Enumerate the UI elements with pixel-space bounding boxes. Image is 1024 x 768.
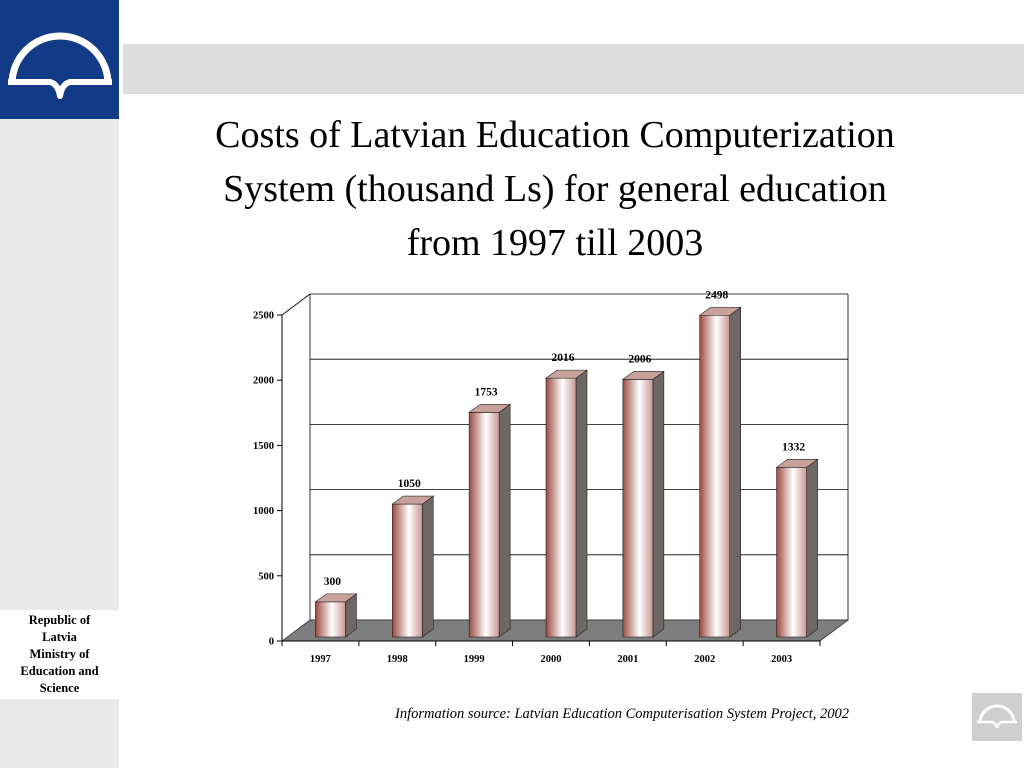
ministry-line: Ministry of [29, 647, 90, 661]
y-tick-label: 0 [268, 636, 274, 648]
data-label: 2498 [705, 289, 729, 302]
ministry-line: Education and [20, 664, 99, 678]
x-tick-label: 1997 [309, 654, 331, 665]
ministry-line: Science [39, 681, 80, 695]
ministry-logo [0, 0, 119, 119]
data-label: 1753 [474, 386, 498, 399]
x-tick-label: 2000 [540, 654, 562, 665]
x-tick-label: 1998 [386, 654, 408, 665]
y-tick-label: 2000 [253, 375, 274, 387]
bar [315, 602, 345, 637]
page-title [130, 108, 980, 270]
y-tick-label: 2500 [253, 310, 274, 322]
bar [700, 315, 730, 637]
open-book-icon [0, 0, 119, 119]
source-note: Information source: Latvian Education Computerisation System Project, 2002 [395, 706, 850, 722]
x-tick-label: 2001 [617, 654, 639, 665]
x-tick-label: 1999 [463, 654, 485, 665]
y-tick-label: 500 [258, 571, 274, 583]
ministry-label [0, 610, 119, 699]
open-book-icon [972, 693, 1022, 741]
bar [546, 378, 576, 637]
bar [777, 467, 807, 637]
bar [392, 504, 422, 637]
small-logo [972, 693, 1022, 741]
y-tick-label: 1500 [253, 440, 274, 452]
bar-side [730, 307, 741, 637]
ministry-line: Latvia [42, 630, 77, 644]
ministry-line: Republic of [28, 613, 91, 627]
title-line: from 1997 till 2003 [406, 222, 704, 264]
bar-chart [240, 280, 860, 670]
header-band [123, 44, 1024, 94]
data-label: 1332 [782, 441, 806, 454]
x-tick-label: 2002 [694, 654, 716, 665]
data-label: 2016 [551, 352, 575, 365]
bar-side [807, 459, 818, 637]
bar-side [422, 496, 433, 637]
data-label: 1050 [397, 478, 421, 491]
data-label: 2006 [628, 353, 652, 366]
bar [623, 379, 653, 637]
bar-side [653, 371, 664, 637]
title-line: Costs of Latvian Education Computerization [215, 114, 895, 156]
data-label: 300 [323, 575, 342, 588]
side-wall-top-edge [282, 294, 310, 315]
x-tick-label: 2003 [771, 654, 793, 665]
title-line: System (thousand Ls) for general education [223, 168, 887, 210]
bar [469, 412, 499, 637]
y-tick-label: 1000 [253, 506, 274, 518]
bar-side [499, 404, 510, 637]
bar-side [576, 370, 587, 637]
